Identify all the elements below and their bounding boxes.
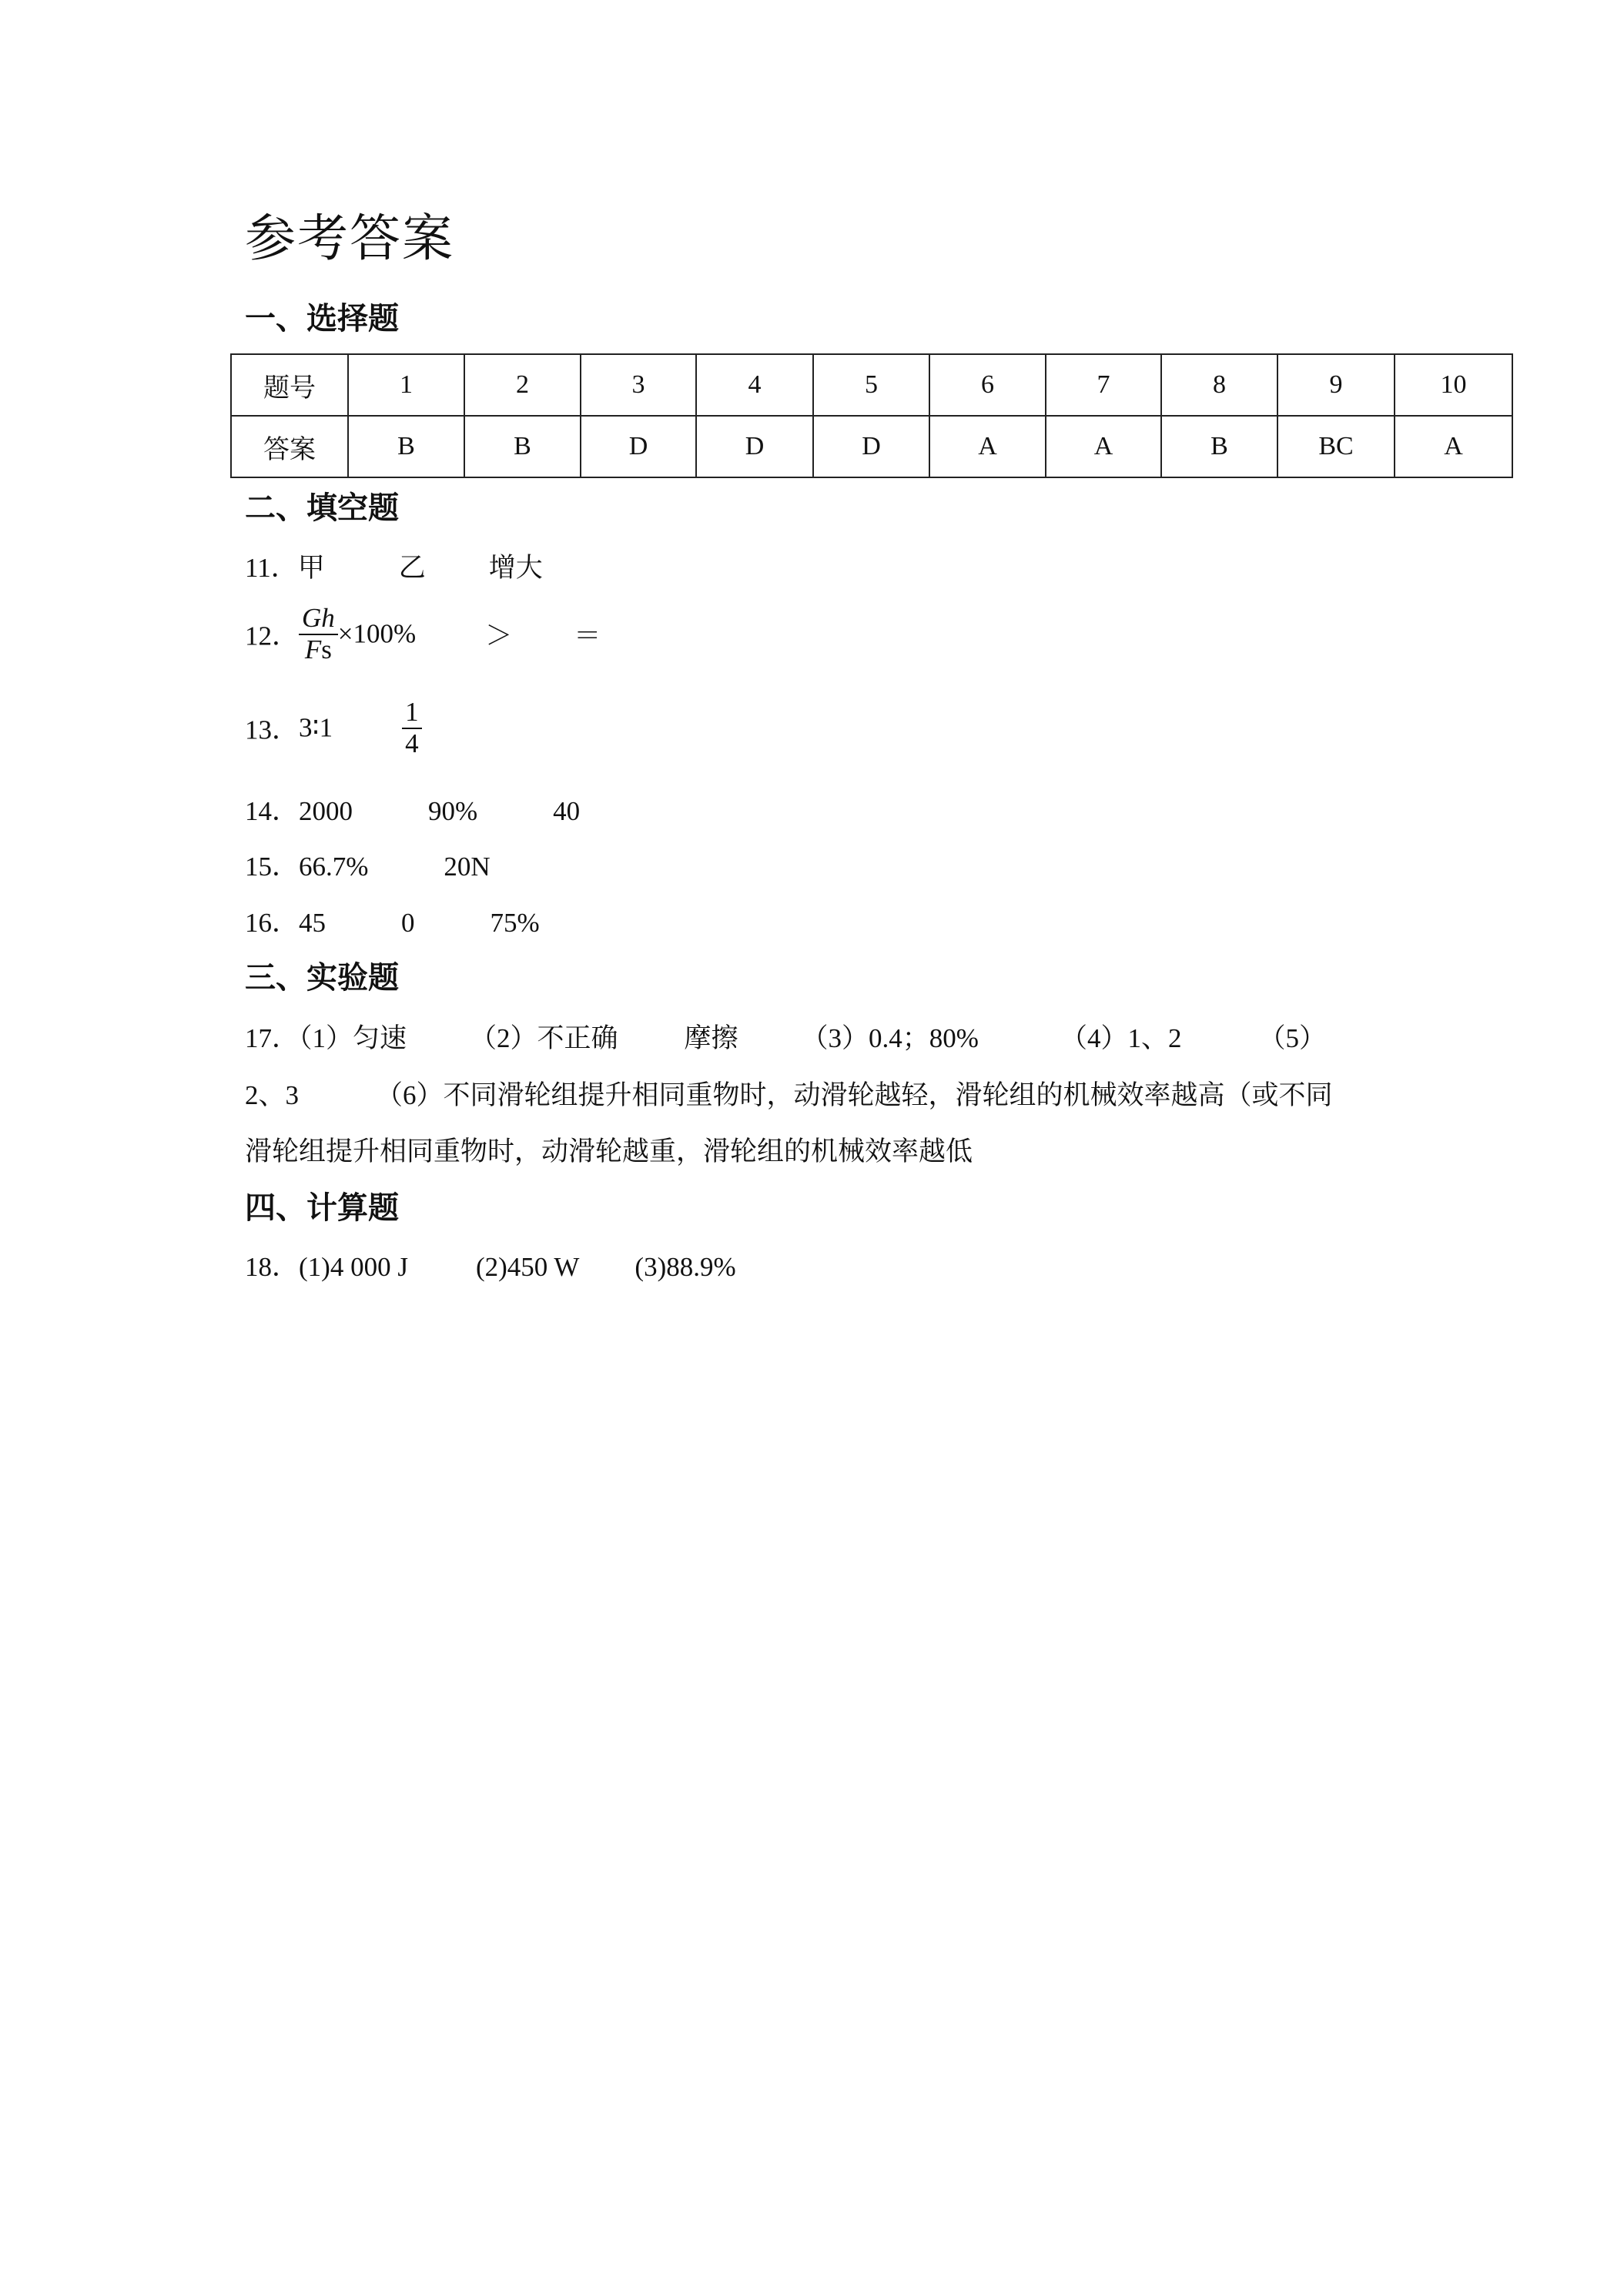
answer-value: (3)88.9% — [635, 1252, 736, 1282]
answer-value: 滑轮组提升相同重物时，动滑轮越重，滑轮组的机械效率越低 — [245, 1136, 973, 1166]
question-number: 12． — [245, 621, 300, 651]
answer-value: 2000 — [299, 796, 353, 826]
section-heading-calculation: 四、计算题 — [245, 1190, 399, 1226]
answer-value: 增大 — [488, 553, 543, 583]
answer-value: （3）0.4；80% — [801, 1023, 979, 1053]
answer-value: 2、3 — [245, 1080, 300, 1110]
table-cell: 9 — [1277, 354, 1395, 416]
question-number: 18． — [245, 1252, 300, 1282]
answer-value: 40 — [553, 796, 581, 826]
question-number: 13． — [245, 715, 300, 745]
table-cell: D — [696, 416, 813, 477]
answer-value: 66.7% — [299, 852, 369, 882]
answer-value: 摩擦 — [684, 1023, 738, 1053]
question-number: 15． — [245, 852, 300, 882]
answer-table — [230, 353, 1513, 478]
answer-value: （4）1、2 — [1060, 1023, 1182, 1053]
answer-line-15 — [245, 845, 491, 884]
answer-line-17-2 — [245, 1074, 1333, 1113]
answer-line-13 — [245, 698, 422, 758]
answer-value: 45 — [299, 908, 326, 938]
answer-value: 乙 — [398, 553, 426, 583]
table-cell: BC — [1277, 416, 1395, 477]
answer-value: 0 — [401, 908, 415, 938]
answer-value: （5） — [1258, 1023, 1326, 1053]
table-cell: 8 — [1161, 354, 1277, 416]
answer-line-18 — [245, 1246, 736, 1284]
answer-line-17-3 — [245, 1130, 973, 1169]
table-cell: A — [1046, 416, 1161, 477]
answer-line-11 — [245, 547, 543, 585]
table-cell: B — [464, 416, 581, 477]
table-row-question-numbers — [231, 354, 1512, 416]
table-cell: 3 — [581, 354, 696, 416]
answer-value: 90% — [428, 796, 478, 826]
table-cell: A — [929, 416, 1046, 477]
answer-line-16 — [245, 902, 540, 940]
table-cell: D — [813, 416, 929, 477]
table-cell: 1 — [348, 354, 464, 416]
answer-line-17-1 — [245, 1017, 1326, 1056]
table-cell: 4 — [696, 354, 813, 416]
table-cell: 5 — [813, 354, 929, 416]
section-heading-fill: 二、填空题 — [245, 490, 399, 526]
table-cell: D — [581, 416, 696, 477]
question-number: 11． — [245, 553, 298, 583]
table-cell: A — [1395, 416, 1512, 477]
question-number: 16． — [245, 908, 300, 938]
table-cell: 答案 — [231, 416, 348, 477]
table-cell: 题号 — [231, 354, 348, 416]
answer-value: 甲 — [297, 553, 325, 583]
section-heading-choice: 一、选择题 — [245, 301, 399, 336]
table-row-answers — [231, 416, 1512, 477]
table-cell: B — [1161, 416, 1277, 477]
answer-value: ＝ — [574, 621, 601, 651]
table-cell: 7 — [1046, 354, 1161, 416]
answer-value: （2）不正确 — [470, 1023, 618, 1053]
answer-value: (2)450 W — [475, 1252, 580, 1282]
table-cell: 6 — [929, 354, 1046, 416]
table-cell: B — [348, 416, 464, 477]
answer-value: (1)4 000 J — [299, 1252, 408, 1282]
answer-line-12 — [245, 604, 601, 664]
answer-value: （6）不同滑轮组提升相同重物时，动滑轮越轻，滑轮组的机械效率越高（或不同 — [376, 1080, 1333, 1110]
page-title: 参考答案 — [245, 209, 454, 268]
answer-value: 3∶1 — [299, 712, 333, 743]
table-cell: 10 — [1395, 354, 1512, 416]
question-number: 14． — [245, 796, 300, 826]
table-cell: 2 — [464, 354, 581, 416]
answer-value: 20N — [444, 852, 491, 882]
answer-value: ×100% — [337, 618, 417, 649]
answer-value: 17．（1）匀速 — [245, 1023, 407, 1053]
answer-value: ＞ — [485, 621, 513, 651]
fraction-one-quarter: $\frac{1}{4}$ — [402, 698, 422, 758]
section-heading-experiment: 三、实验题 — [245, 960, 399, 996]
answer-value: 75% — [490, 908, 540, 938]
fraction-gh-fs: $\frac{Gh}{Fs}$ — [299, 604, 338, 664]
answer-line-14 — [245, 790, 580, 828]
